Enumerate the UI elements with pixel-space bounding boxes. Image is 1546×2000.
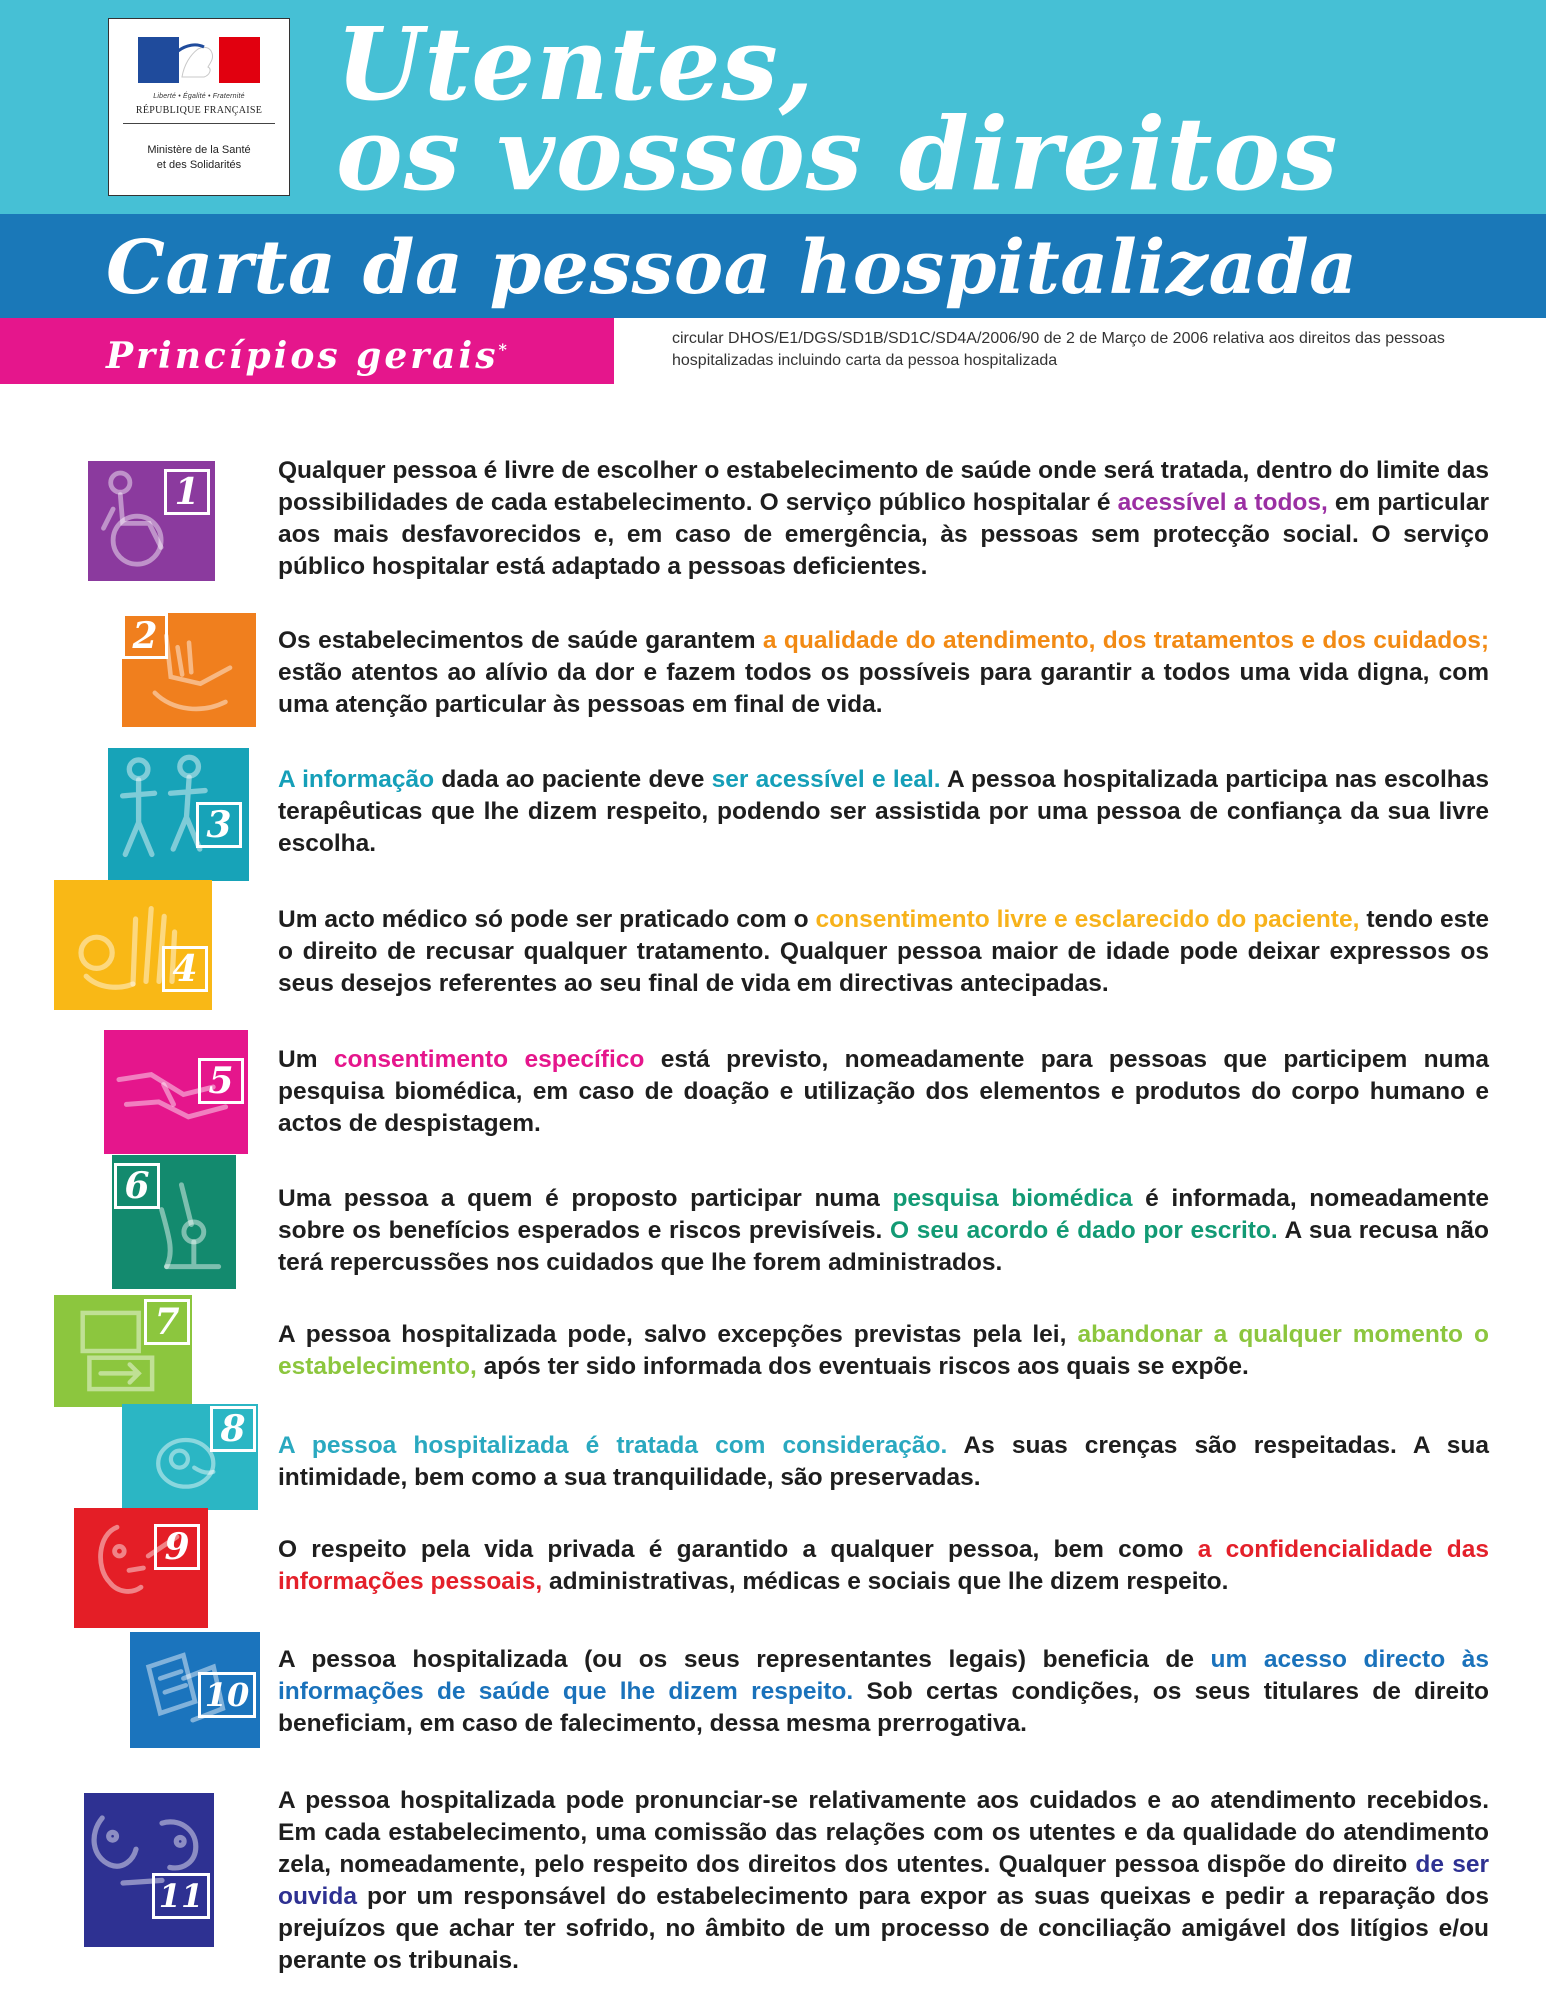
number-badge-1: 1	[164, 469, 210, 515]
body-text: em particular aos mais desfavorecidos e, em caso de emergência, às pessoas sem protecção social. O serviço público hospitalar está adaptado a pessoas deficientes.	[278, 489, 1489, 580]
logo-divider	[123, 123, 275, 124]
highlight-text: pesquisa biomédica	[892, 1185, 1133, 1212]
logo-motto: Liberté • Égalité • Fraternité	[153, 93, 245, 100]
tile-4	[54, 880, 212, 1010]
logo-ministry	[109, 143, 289, 173]
ministry-line-1: Ministère de la Santé	[147, 144, 251, 156]
body-text: é informada, nomeadamente sobre os benefícios esperados e riscos previsíveis.	[278, 1185, 1489, 1244]
right-text-9	[278, 1534, 1489, 1598]
right-text-2	[278, 625, 1489, 721]
body-text: As suas crenças são respeitadas. A sua intimidade, bem como a sua tranquilidade, são preservadas.	[278, 1432, 1489, 1491]
number-badge-2: 2	[122, 613, 168, 659]
republique-francaise-logo	[108, 18, 290, 196]
highlight-text: de ser ouvida	[278, 1851, 1490, 1910]
body-text: Uma pessoa a quem é proposto participar numa	[278, 1185, 893, 1212]
right-text-4	[278, 904, 1489, 1000]
body-text: Sob certas condições, os seus titulares de direito beneficiam, em caso de falecimento, dessa mesma prerrogativa.	[278, 1678, 1489, 1737]
tile-6	[112, 1155, 236, 1289]
ministry-line-2: et des Solidarités	[156, 159, 242, 171]
principles-heading	[106, 322, 510, 384]
right-text-11	[278, 1785, 1489, 1977]
body-text: após ter sido informada dos eventuais riscos aos quais se expõe.	[476, 1353, 1249, 1380]
body-text: Um	[278, 1046, 334, 1073]
number-badge-5: 5	[198, 1058, 244, 1104]
tile-9	[74, 1508, 208, 1628]
right-text-1	[278, 455, 1489, 583]
number-badge-8: 8	[210, 1406, 256, 1452]
number-badge-11: 11	[152, 1873, 210, 1919]
tile-11	[84, 1793, 214, 1947]
number-badge-9: 9	[154, 1524, 200, 1570]
page-title-line-2: os vossos direitos	[336, 95, 1339, 213]
body-text: Os estabelecimentos de saúde garantem	[278, 627, 763, 654]
tile-5	[104, 1030, 248, 1154]
highlight-text: um acesso directo às informações de saúde que lhe dizem respeito.	[278, 1646, 1489, 1705]
highlight-text: a qualidade do atendimento, dos tratamentos e dos cuidados;	[762, 627, 1489, 654]
body-text: dada ao paciente deve	[434, 766, 712, 793]
highlight-text: consentimento específico	[333, 1046, 645, 1073]
principles-footnote-mark: *	[498, 340, 510, 359]
marianne-flag-icon	[138, 37, 260, 83]
circular-reference: circular DHOS/E1/DGS/SD1B/SD1C/SD4A/2006/90 de 2 de Março de 2006 relativa aos direitos das pessoas hospitalizadas incluindo carta da pessoa hospitalizada	[672, 330, 1445, 369]
tile-3	[108, 748, 249, 881]
right-text-5	[278, 1044, 1489, 1140]
number-badge-6: 6	[114, 1163, 160, 1209]
number-badge-3: 3	[196, 802, 242, 848]
body-text: O respeito pela vida privada é garantido a qualquer pessoa, bem como	[278, 1536, 1198, 1563]
body-text: administrativas, médicas e sociais que lhe dizem respeito.	[542, 1568, 1229, 1595]
highlight-text: ser acessível e leal.	[711, 766, 941, 793]
page-subtitle: Carta da pessoa hospitalizada	[106, 225, 1358, 311]
number-badge-7: 7	[144, 1299, 190, 1345]
body-text: A pessoa hospitalizada pode, salvo excepções previstas pela lei,	[278, 1321, 1078, 1348]
number-badge-4: 4	[162, 946, 208, 992]
highlight-text: O seu acordo é dado por escrito.	[889, 1217, 1278, 1244]
tile-7	[54, 1295, 192, 1407]
faces-icon	[84, 1793, 214, 1947]
body-text: A pessoa hospitalizada participa nas escolhas terapêuticas que lhe dizem respeito, podendo ser assistida por uma pessoa de confiança da sua livre escolha.	[278, 766, 1489, 857]
highlight-text: A pessoa hospitalizada é tratada com consideração.	[278, 1432, 948, 1459]
tile-1	[88, 461, 215, 581]
tile-8	[122, 1404, 258, 1510]
highlight-text: A informação	[278, 766, 435, 793]
body-text: Qualquer pessoa é livre de escolher o estabelecimento de saúde onde será tratada, dentro do limite das possibilidades de cada estabelecimento. O serviço público hospitalar é	[278, 457, 1489, 516]
body-text: A pessoa hospitalizada pode pronunciar-se relativamente aos cuidados e ao atendimento recebidos. Em cada estabelecimento, uma comissão das relações com os utentes e da qualidade do atendimento zela, nomeadamente, pelo respeito dos direitos dos utentes. Qualquer pessoa dispõe do direito	[278, 1787, 1489, 1878]
body-text: tendo este o direito de recusar qualquer tratamento. Qualquer pessoa maior de idade pode deixar expressos os seus desejos referentes ao seu final de vida em directivas antecipadas.	[278, 906, 1489, 997]
body-text: A pessoa hospitalizada (ou os seus representantes legais) beneficia de	[278, 1646, 1211, 1673]
right-text-10	[278, 1644, 1489, 1740]
right-text-6	[278, 1183, 1489, 1279]
page-title-line-1: Utentes,	[336, 5, 815, 123]
principles-label: Princípios gerais	[106, 335, 499, 377]
body-text: A sua recusa não terá repercussões nos cuidados que lhe forem administrados.	[278, 1217, 1489, 1276]
right-text-7	[278, 1319, 1489, 1383]
highlight-text: abandonar a qualquer momento o estabelecimento,	[278, 1321, 1489, 1380]
tile-2	[122, 613, 256, 727]
highlight-text: a confidencialidade das informações pessoais,	[278, 1536, 1489, 1595]
tile-10	[130, 1632, 260, 1748]
highlight-text: consentimento livre e esclarecido do paciente,	[815, 906, 1360, 933]
body-text: Um acto médico só pode ser praticado com o	[278, 906, 816, 933]
number-badge-10: 10	[198, 1672, 256, 1718]
right-text-8	[278, 1430, 1489, 1494]
right-text-3	[278, 764, 1489, 860]
body-text: está previsto, nomeadamente para pessoas que participem numa pesquisa biomédica, em caso de doação e utilização dos elementos e produtos do corpo humano e actos de despistagem.	[278, 1046, 1489, 1137]
logo-republic-text: RÉPUBLIQUE FRANÇAISE	[135, 105, 263, 116]
body-text: por um responsável do estabelecimento para expor as suas queixas e pedir a reparação dos prejuízos que achar ter sofrido, no âmbito de um processo de conciliação amigável dos litígios e/ou perante os tribunais.	[278, 1883, 1489, 1974]
highlight-text: acessível a todos,	[1117, 489, 1328, 516]
body-text: estão atentos ao alívio da dor e fazem todos os possíveis para garantir a todos uma vida digna, com uma atenção particular às pessoas em final de vida.	[278, 659, 1489, 718]
